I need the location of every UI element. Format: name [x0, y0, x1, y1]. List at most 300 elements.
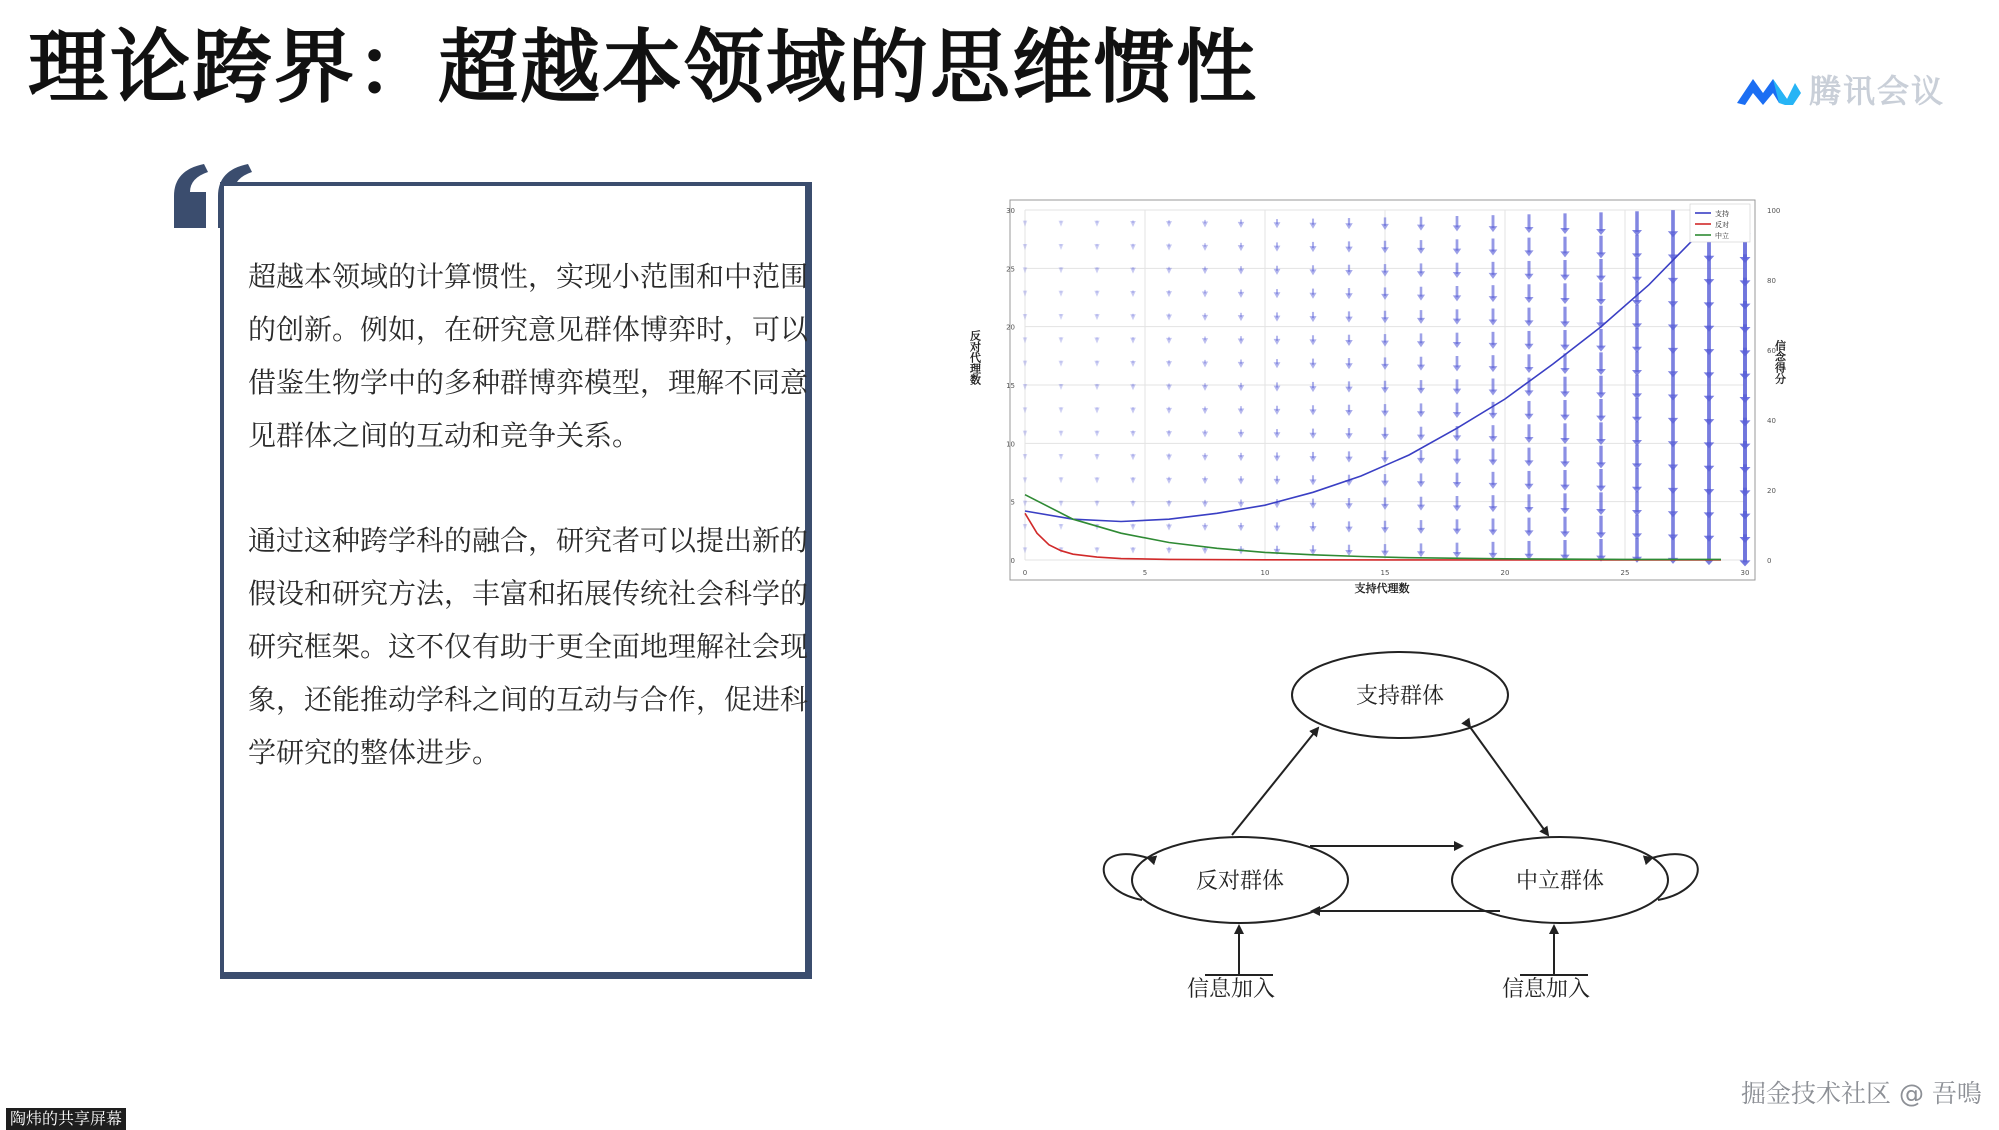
quiver-arrow-head: [1345, 433, 1352, 439]
quote-text: [248, 250, 808, 831]
quiver-arrow-head: [1166, 361, 1172, 367]
quiver-arrow-head: [1309, 269, 1316, 275]
quiver-arrow-head: [1453, 295, 1461, 301]
quiver-arrow-head: [1202, 478, 1208, 484]
quiver-arrow-head: [1704, 536, 1715, 542]
quiver-arrow-head: [1453, 505, 1461, 511]
quiver-arrow-head: [1489, 483, 1498, 489]
x-tick-label: 30: [1740, 569, 1750, 577]
quiver-arrow-head: [1381, 457, 1389, 463]
quiver-arrow-head: [1668, 301, 1678, 307]
quiver-arrow-head: [1309, 479, 1316, 485]
y2-tick-label: 40: [1767, 417, 1776, 425]
quiver-arrow-head: [1417, 318, 1425, 324]
quiver-arrow-head: [1453, 459, 1461, 465]
quiver-arrow-head: [1453, 365, 1461, 371]
quiver-arrow-head: [1094, 384, 1099, 390]
quiver-arrow-head: [1094, 291, 1099, 297]
quiver-arrow-head: [1381, 434, 1389, 440]
series-line: [1025, 210, 1733, 522]
brand-text: 腾讯会议: [1809, 72, 1946, 110]
quiver-arrow-head: [1668, 488, 1678, 494]
quiver-arrow-head: [1166, 385, 1172, 391]
quiver-arrow-head: [1524, 414, 1533, 420]
quiver-arrow-head: [1453, 529, 1461, 535]
quiver-arrow-head: [1238, 479, 1245, 485]
quiver-arrow-head: [1489, 226, 1498, 232]
quiver-arrow-head: [1238, 362, 1245, 368]
share-screen-badge: 陶炜的共享屏幕: [6, 1108, 126, 1130]
quiver-arrow-head: [1274, 339, 1281, 345]
quiver-arrow-head: [1596, 299, 1606, 305]
quiver-arrow-head: [1023, 524, 1028, 530]
quiver-arrow-head: [1417, 365, 1425, 371]
quiver-arrow-head: [1489, 529, 1498, 535]
quiver-arrow-head: [1166, 315, 1172, 321]
quiver-arrow-head: [1668, 348, 1678, 354]
quiver-arrow-head: [1130, 268, 1136, 274]
x-tick-label: 10: [1260, 569, 1270, 577]
quiver-arrow-head: [1309, 503, 1316, 509]
quiver-arrow-head: [1238, 525, 1245, 531]
quiver-arrow-head: [1166, 525, 1172, 531]
quiver-arrow-head: [1345, 223, 1352, 229]
quiver-arrow-head: [1381, 247, 1389, 253]
quiver-arrow-head: [1202, 338, 1208, 344]
quiver-arrow-head: [1704, 419, 1715, 425]
quiver-arrow-head: [1059, 221, 1064, 227]
quiver-arrow-head: [1740, 514, 1751, 520]
quiver-arrow-head: [1381, 527, 1389, 533]
quiver-arrow-head: [1632, 300, 1642, 306]
slide-title: 理论跨界：超越本领域的思维惯性: [28, 21, 1258, 114]
quiver-arrow-head: [1130, 431, 1136, 437]
quiver-arrow-head: [1094, 221, 1099, 227]
quiver-arrow-head: [1417, 528, 1425, 534]
quiver-arrow-head: [1632, 370, 1642, 376]
quiver-arrow-head: [1274, 526, 1281, 532]
quiver-arrow-head: [1238, 385, 1245, 391]
quiver-arrow-head: [1489, 506, 1498, 512]
y2-tick-label: 0: [1767, 557, 1772, 565]
quiver-arrow-head: [1524, 484, 1533, 490]
quiver-arrow-head: [1381, 341, 1389, 347]
quiver-arrow-head: [1166, 431, 1172, 437]
quiver-arrow-head: [1524, 367, 1533, 373]
quiver-arrow-head: [1524, 274, 1533, 280]
quiver-arrow-head: [1094, 547, 1099, 553]
quiver-arrow-head: [1489, 343, 1498, 349]
quiver-arrow-head: [1238, 432, 1245, 438]
quiver-arrow-head: [1740, 280, 1751, 286]
quiver-arrow-head: [1632, 393, 1642, 399]
quiver-arrow-head: [1417, 481, 1425, 487]
quiver-arrow-head: [1560, 391, 1569, 397]
quiver-arrow-head: [1453, 249, 1461, 255]
quiver-arrow-head: [1489, 366, 1498, 372]
quiver-arrow-head: [1274, 246, 1281, 252]
tencent-meeting-logo-icon: [1735, 71, 1803, 107]
x-tick-label: 5: [1142, 569, 1148, 577]
quiver-arrow-head: [1166, 268, 1172, 274]
quiver-arrow-head: [1381, 551, 1389, 557]
quiver-arrow-head: [1668, 441, 1678, 447]
quiver-arrow-head: [1345, 270, 1352, 276]
quiver-arrow-head: [1094, 454, 1099, 460]
quiver-arrow-head: [1560, 251, 1569, 257]
quiver-arrow-head: [1238, 269, 1245, 275]
quiver-arrow-head: [1130, 291, 1136, 297]
y-tick-label: 30: [1006, 207, 1015, 215]
quiver-arrow-head: [1560, 485, 1569, 491]
quiver-arrow-head: [1381, 411, 1389, 417]
quiver-arrow-head: [1453, 552, 1461, 558]
brand: [1735, 66, 1945, 112]
quiver-arrow-head: [1596, 276, 1606, 282]
quiver-arrow-head: [1059, 407, 1064, 413]
quiver-arrow-head: [1094, 267, 1099, 273]
quiver-arrow-head: [1023, 361, 1028, 367]
quiver-arrow-head: [1166, 455, 1172, 461]
quiver-arrow-head: [1059, 337, 1064, 343]
quiver-arrow-head: [1453, 412, 1461, 418]
quiver-arrow-head: [1704, 256, 1715, 262]
quiver-arrow-head: [1596, 439, 1606, 445]
quiver-arrow-head: [1417, 271, 1425, 277]
quiver-arrow-head: [1166, 338, 1172, 344]
quiver-arrow-head: [1238, 292, 1245, 298]
quiver-arrow-head: [1202, 455, 1208, 461]
quiver-arrow-head: [1309, 433, 1316, 439]
quiver-arrow-head: [1023, 244, 1028, 250]
quiver-arrow-head: [1202, 221, 1208, 227]
edge-support-neutral: [1470, 727, 1548, 835]
edge-oppose-to-support: [1232, 728, 1318, 835]
y-tick-label: 20: [1006, 323, 1015, 332]
quiver-arrow-head: [1130, 408, 1136, 414]
y2-tick-label: 60: [1767, 347, 1776, 355]
quiver-arrow-head: [1309, 409, 1316, 415]
quiver-arrow-head: [1596, 416, 1606, 422]
node-oppose-label: 反对群体: [1195, 869, 1285, 894]
quiver-arrow-head: [1381, 294, 1389, 300]
quiver-arrow-head: [1238, 502, 1245, 508]
quiver-arrow-head: [1059, 454, 1064, 460]
quiver-arrow-head: [1130, 548, 1136, 554]
quiver-arrow-head: [1059, 384, 1064, 390]
quiver-arrow-head: [1094, 477, 1099, 483]
quiver-arrow-head: [1274, 269, 1281, 275]
quiver-arrow-head: [1130, 524, 1136, 530]
quiver-arrow-head: [1059, 314, 1064, 320]
quiver-arrow-head: [1704, 396, 1715, 402]
quiver-arrow-head: [1202, 525, 1208, 531]
quiver-arrow-head: [1130, 454, 1136, 460]
x-tick-label: 15: [1380, 569, 1390, 577]
quiver-arrow-head: [1309, 293, 1316, 299]
quiver-arrow-head: [1381, 481, 1389, 487]
quiver-arrow-head: [1274, 456, 1281, 462]
quiver-arrow-head: [1489, 389, 1498, 395]
quiver-arrow-head: [1704, 442, 1715, 448]
quiver-arrow-head: [1345, 363, 1352, 369]
quiver-arrow-head: [1524, 460, 1533, 466]
quiver-arrow-head: [1596, 229, 1606, 235]
quiver-arrow-head: [1668, 371, 1678, 377]
series-line: [1025, 495, 1721, 560]
quiver-arrow-head: [1381, 364, 1389, 370]
quiver-arrow-head: [1345, 457, 1352, 463]
quiver-arrow-head: [1238, 245, 1245, 251]
quiver-arrow-head: [1059, 431, 1064, 437]
quiver-arrow-head: [1274, 316, 1281, 322]
quiver-arrow-head: [1632, 277, 1642, 283]
quiver-arrow-head: [1524, 390, 1533, 396]
quiver-arrow-head: [1202, 245, 1208, 251]
quiver-arrow-head: [1345, 340, 1352, 346]
quiver-arrow-head: [1023, 547, 1028, 553]
quiver-arrow-head: [1740, 560, 1751, 566]
quiver-arrow-head: [1023, 221, 1028, 227]
quiver-arrow-head: [1453, 482, 1461, 488]
info-left-label: 信息加入: [1186, 977, 1276, 1002]
quiver-arrow-head: [1704, 512, 1715, 518]
quiver-arrow-head: [1704, 372, 1715, 378]
y-tick-label: 25: [1006, 265, 1015, 274]
quiver-arrow-head: [1381, 224, 1389, 230]
quiver-arrow-head: [1740, 444, 1751, 450]
quiver-arrow-head: [1740, 374, 1751, 380]
quiver-arrow-head: [1596, 369, 1606, 375]
quiver-arrow-head: [1023, 337, 1028, 343]
quiver-arrow-head: [1524, 227, 1533, 233]
y2-tick-label: 100: [1767, 207, 1781, 215]
quiver-arrow-head: [1560, 345, 1569, 351]
quiver-arrow-head: [1238, 455, 1245, 461]
quiver-arrow-head: [1596, 509, 1606, 515]
quiver-arrow-head: [1524, 297, 1533, 303]
quiver-arrow-head: [1309, 363, 1316, 369]
x-tick-label: 0: [1022, 569, 1028, 577]
group-interaction-diagram: [1100, 640, 1700, 1020]
quiver-arrow-head: [1596, 532, 1606, 538]
y2-tick-label: 20: [1767, 487, 1776, 495]
quiver-arrow-head: [1238, 315, 1245, 321]
quiver-arrow-head: [1560, 461, 1569, 467]
y-tick-label: 0: [1010, 557, 1015, 565]
quiver-arrow-head: [1740, 537, 1751, 543]
quiver-arrow-head: [1238, 222, 1245, 228]
quiver-arrow-head: [1381, 317, 1389, 323]
quiver-arrow-head: [1668, 418, 1678, 424]
quiver-arrow-head: [1704, 326, 1715, 332]
legend-label: 中立: [1715, 232, 1729, 240]
quiver-arrow-head: [1381, 504, 1389, 510]
quiver-arrow-head: [1166, 221, 1172, 227]
quiver-line-chart: [970, 180, 1790, 600]
quiver-arrow-head: [1059, 244, 1064, 250]
quiver-arrow-head: [1381, 271, 1389, 277]
quiver-arrow-head: [1560, 508, 1569, 514]
quiver-arrow-head: [1202, 268, 1208, 274]
quiver-arrow-head: [1166, 478, 1172, 484]
quiver-arrow-head: [1130, 384, 1136, 390]
quiver-arrow-head: [1668, 325, 1678, 331]
quiver-arrow-head: [1417, 505, 1425, 511]
quiver-arrow-head: [1704, 279, 1715, 285]
quiver-arrow-head: [1345, 527, 1352, 533]
quiver-arrow-head: [1453, 319, 1461, 325]
quiver-arrow-head: [1345, 503, 1352, 509]
quiver-arrow-head: [1094, 361, 1099, 367]
quiver-arrow-head: [1632, 347, 1642, 353]
legend-label: 支持: [1715, 210, 1729, 218]
quiver-arrow-head: [1704, 489, 1715, 495]
quiver-arrow-head: [1524, 250, 1533, 256]
quiver-arrow-head: [1345, 317, 1352, 323]
quiver-arrow-head: [1704, 302, 1715, 308]
y-tick-label: 10: [1006, 440, 1015, 449]
quiver-arrow-head: [1560, 368, 1569, 374]
quiver-arrow-head: [1023, 291, 1028, 297]
quiver-arrow-head: [1059, 291, 1064, 297]
quiver-arrow-head: [1417, 411, 1425, 417]
quiver-arrow-head: [1453, 272, 1461, 278]
quiver-arrow-head: [1524, 320, 1533, 326]
quiver-arrow-head: [1274, 432, 1281, 438]
quiver-arrow-head: [1489, 436, 1498, 442]
quiver-arrow-head: [1274, 409, 1281, 415]
quiver-arrow-head: [1740, 467, 1751, 473]
quiver-arrow-head: [1489, 413, 1498, 419]
quiver-arrow-head: [1740, 350, 1751, 356]
quiver-arrow-head: [1668, 278, 1678, 284]
quiver-arrow-head: [1596, 346, 1606, 352]
quiver-arrow-head: [1059, 501, 1064, 507]
quiver-arrow-head: [1309, 456, 1316, 462]
legend-label: 反对: [1715, 221, 1729, 229]
quiver-arrow-head: [1417, 551, 1425, 557]
quiver-arrow-head: [1309, 526, 1316, 532]
quiver-arrow-head: [1023, 267, 1028, 273]
quiver-arrow-head: [1309, 339, 1316, 345]
quiver-arrow-head: [1094, 314, 1099, 320]
series-line: [1025, 513, 1721, 560]
quiver-arrow-head: [1130, 478, 1136, 484]
quiver-arrow-head: [1524, 507, 1533, 513]
quiver-arrow-head: [1274, 549, 1281, 555]
quiver-arrow-head: [1274, 386, 1281, 392]
chart-xlabel: 支持代理数: [1354, 582, 1410, 595]
quiver-arrow-head: [1202, 385, 1208, 391]
quiver-arrow-head: [1632, 510, 1642, 516]
quiver-arrow-head: [1632, 230, 1642, 236]
quiver-arrow-head: [1560, 228, 1569, 234]
quiver-arrow-head: [1740, 420, 1751, 426]
quiver-arrow-head: [1417, 341, 1425, 347]
chart-ylabel: 反对代理数: [968, 330, 982, 385]
chart-legend: [1690, 204, 1750, 242]
quiver-arrow-head: [1094, 431, 1099, 437]
quiver-arrow-head: [1417, 248, 1425, 254]
quiver-arrow-head: [1740, 304, 1751, 310]
quiver-arrow-head: [1668, 535, 1678, 541]
quiver-arrow-head: [1453, 389, 1461, 395]
quiver-arrow-head: [1489, 273, 1498, 279]
quiver-arrow-head: [1238, 409, 1245, 415]
quiver-arrow-head: [1130, 244, 1136, 250]
node-support-label: 支持群体: [1355, 684, 1445, 709]
quiver-arrow-head: [1345, 293, 1352, 299]
quiver-arrow-head: [1345, 247, 1352, 253]
quiver-arrow-head: [1668, 511, 1678, 517]
quiver-arrow-head: [1704, 466, 1715, 472]
quiver-arrow-head: [1417, 388, 1425, 394]
quiver-arrow-head: [1632, 253, 1642, 259]
quiver-arrow-head: [1094, 244, 1099, 250]
quiver-arrow-head: [1166, 408, 1172, 414]
quiver-arrow-head: [1345, 387, 1352, 393]
quiver-arrow-head: [1596, 392, 1606, 398]
quiver-arrow-head: [1202, 315, 1208, 321]
x-tick-label: 20: [1500, 569, 1510, 577]
paragraph-1: 超越本领域的计算惯性，实现小范围和中范围的创新。例如，在研究意见群体博弈时，可以借鉴生物学中的多种群博弈模型，理解不同意见群体之间的互动和竞争关系。: [248, 260, 809, 452]
quiver-arrow-head: [1202, 501, 1208, 507]
quiver-arrow-head: [1238, 339, 1245, 345]
quiver-arrow-head: [1345, 410, 1352, 416]
quiver-arrow-head: [1094, 407, 1099, 413]
quiver-arrow-head: [1202, 548, 1208, 554]
quiver-arrow-head: [1023, 431, 1028, 437]
quiver-arrow-head: [1417, 295, 1425, 301]
quiver-field: [1023, 208, 1751, 567]
quiver-arrow-head: [1130, 338, 1136, 344]
y2-tick-label: 80: [1767, 277, 1776, 285]
quiver-arrow-head: [1059, 524, 1064, 530]
quiver-arrow-head: [1059, 361, 1064, 367]
quiver-arrow-head: [1524, 530, 1533, 536]
quiver-arrow-head: [1489, 296, 1498, 302]
quiver-arrow-head: [1059, 267, 1064, 273]
quiver-arrow-head: [1704, 349, 1715, 355]
y-tick-label: 15: [1006, 382, 1015, 390]
quiver-arrow-head: [1202, 291, 1208, 297]
quiver-arrow-head: [1740, 257, 1751, 263]
quiver-arrow-head: [1274, 292, 1281, 298]
quiver-arrow-head: [1130, 361, 1136, 367]
quiver-arrow-head: [1453, 225, 1461, 231]
quiver-arrow-head: [1596, 486, 1606, 492]
quiver-arrow-head: [1166, 245, 1172, 251]
quiver-arrow-head: [1560, 298, 1569, 304]
quiver-arrow-head: [1596, 252, 1606, 258]
quiver-arrow-head: [1740, 327, 1751, 333]
quiver-arrow-head: [1130, 501, 1136, 507]
quiver-arrow-head: [1023, 314, 1028, 320]
quiver-arrow-head: [1345, 550, 1352, 556]
quiver-arrow-head: [1023, 407, 1028, 413]
quiver-arrow-head: [1309, 223, 1316, 229]
chart-y2label: 信念得分: [1773, 340, 1787, 384]
quiver-arrow-head: [1489, 319, 1498, 325]
watermark: 掘金技术社区 @ 吾鳴: [1741, 1079, 1982, 1108]
quiver-arrow-head: [1560, 415, 1569, 421]
quiver-arrow-head: [1202, 431, 1208, 437]
quiver-arrow-head: [1309, 316, 1316, 322]
quiver-arrow-head: [1023, 454, 1028, 460]
quiver-arrow-head: [1740, 397, 1751, 403]
quiver-arrow-head: [1453, 435, 1461, 441]
